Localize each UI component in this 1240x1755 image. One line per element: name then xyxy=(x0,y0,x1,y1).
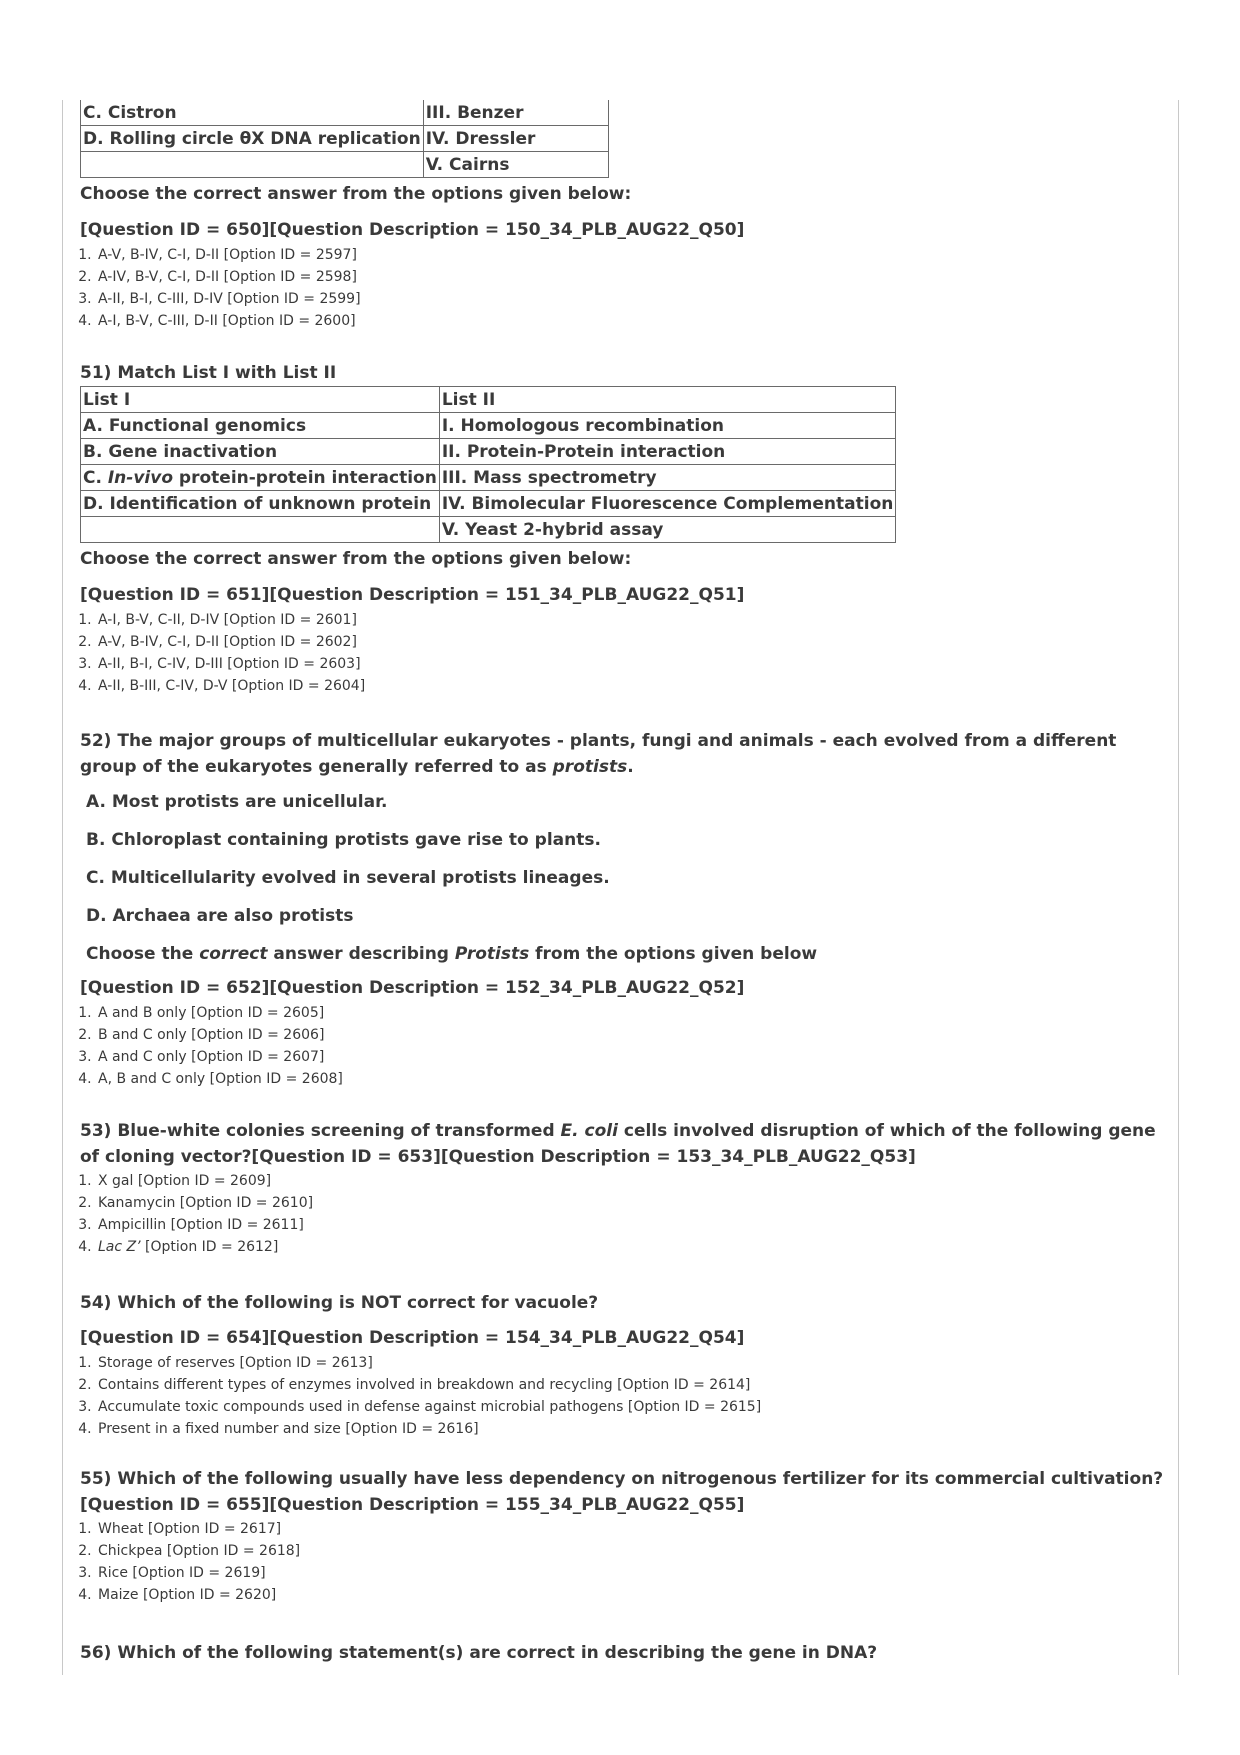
list-i-cell xyxy=(81,517,440,543)
option-item[interactable]: 3. A and C only [Option ID = 2607] xyxy=(96,1046,1170,1068)
option-item[interactable] xyxy=(96,1236,1170,1258)
options-list xyxy=(73,1352,1170,1440)
option-italic: Lac Z’ xyxy=(98,1239,141,1255)
list-i-cell xyxy=(81,465,440,491)
choose-instruction xyxy=(86,942,1170,966)
heading-italic: protists xyxy=(552,757,628,777)
table-row xyxy=(81,491,896,517)
list-i-cell: C. Cistron xyxy=(81,100,424,126)
question-54 xyxy=(80,1290,1170,1440)
match-table-q51 xyxy=(80,386,896,543)
list-i-cell: D. Rolling circle θX DNA replication xyxy=(81,126,424,152)
cell-text-italic: In-vivo xyxy=(107,467,174,488)
match-table-q50 xyxy=(80,100,609,178)
list-i-cell xyxy=(81,152,424,178)
list-i-cell: B. Gene inactivation xyxy=(81,439,440,465)
table-row xyxy=(81,517,896,543)
table-row xyxy=(81,100,609,126)
option-item[interactable]: 3. Accumulate toxic compounds used in defense against microbial pathogens [Option ID = 2615] xyxy=(96,1396,1170,1418)
option-item[interactable]: 1. A and B only [Option ID = 2605] xyxy=(96,1002,1170,1024)
list-ii-cell: III. Benzer xyxy=(423,100,608,126)
option-item[interactable]: 4. Maize [Option ID = 2620] xyxy=(96,1584,1170,1606)
question-id: [Question ID = 651][Question Description = 151_34_PLB_AUG22_Q51] xyxy=(80,585,745,605)
heading-text: cells involved disruption of which of the following gene of cloning vector?[Question ID = 653][Question Description = 153_34_PLB_AUG22_Q53] xyxy=(80,1121,1156,1167)
choose-italic: correct xyxy=(199,944,268,964)
table-row xyxy=(81,413,896,439)
option-item[interactable]: 1. A-V, B-IV, C-I, D-II [Option ID = 2597] xyxy=(96,244,1170,266)
question-53 xyxy=(80,1118,1170,1258)
option-item[interactable]: 4. Present in a fixed number and size [Option ID = 2616] xyxy=(96,1418,1170,1440)
option-item[interactable]: 2. A-V, B-IV, C-I, D-II [Option ID = 2602] xyxy=(96,631,1170,653)
page-border-left xyxy=(62,100,63,1675)
heading-text: . xyxy=(627,757,634,777)
table-row xyxy=(81,152,609,178)
option-item[interactable]: 2. B and C only [Option ID = 2606] xyxy=(96,1024,1170,1046)
question-id: [Question ID = 654][Question Description = 154_34_PLB_AUG22_Q54] xyxy=(80,1328,745,1348)
option-item[interactable]: 1. X gal [Option ID = 2609] xyxy=(96,1170,1170,1192)
option-item[interactable]: 3. A-II, B-I, C-IV, D-III [Option ID = 2603] xyxy=(96,653,1170,675)
heading-italic: E. coli xyxy=(560,1121,618,1141)
options-list xyxy=(73,1518,1170,1606)
statement-d: D. Archaea are also protists xyxy=(86,906,354,926)
choose-instruction: Choose the correct answer from the options given below: xyxy=(80,549,632,569)
question-52 xyxy=(80,728,1170,1090)
list-ii-cell: III. Mass spectrometry xyxy=(439,465,896,491)
list-i-cell: D. Identification of unknown protein xyxy=(81,491,440,517)
statement-a: A. Most protists are unicellular. xyxy=(86,792,388,812)
question-id: [Question ID = 652][Question Description = 152_34_PLB_AUG22_Q52] xyxy=(80,978,745,998)
option-item[interactable]: 2. A-IV, B-V, C-I, D-II [Option ID = 2598] xyxy=(96,266,1170,288)
question-51 xyxy=(80,360,1170,697)
question-50 xyxy=(80,100,1170,332)
option-text: [Option ID = 2612] xyxy=(140,1239,279,1255)
options-list xyxy=(73,609,1170,697)
list-ii-cell: IV. Bimolecular Fluorescence Complementation xyxy=(439,491,896,517)
cell-text: C. xyxy=(83,467,108,488)
list-ii-cell: II. Protein-Protein interaction xyxy=(439,439,896,465)
question-heading: 55) Which of the following usually have less dependency on nitrogenous fertilizer for its commercial cultivation?[Question ID = 655][Question Description = 155_34_PLB_AUG22_Q55] xyxy=(80,1469,1164,1515)
heading-text: 53) Blue-white colonies screening of transformed xyxy=(80,1121,561,1141)
question-56 xyxy=(80,1640,1170,1666)
table-row xyxy=(81,465,896,491)
choose-italic: Protists xyxy=(454,944,530,964)
option-item[interactable]: 2. Chickpea [Option ID = 2618] xyxy=(96,1540,1170,1562)
question-heading: 56) Which of the following statement(s) are correct in describing the gene in DNA? xyxy=(80,1643,878,1663)
table-row xyxy=(81,439,896,465)
options-list xyxy=(73,1170,1170,1258)
question-heading: 54) Which of the following is NOT correct for vacuole? xyxy=(80,1293,599,1313)
options-list xyxy=(73,1002,1170,1090)
statement-b: B. Chloroplast containing protists gave rise to plants. xyxy=(86,830,601,850)
question-55 xyxy=(80,1466,1170,1606)
list-ii-cell: IV. Dressler xyxy=(423,126,608,152)
option-item[interactable]: 3. Ampicillin [Option ID = 2611] xyxy=(96,1214,1170,1236)
choose-instruction: Choose the correct answer from the options given below: xyxy=(80,184,632,204)
table-row xyxy=(81,387,896,413)
list-i-header: List I xyxy=(81,387,440,413)
option-item[interactable]: 4. A, B and C only [Option ID = 2608] xyxy=(96,1068,1170,1090)
page-border-right xyxy=(1178,100,1179,1675)
list-ii-header: List II xyxy=(439,387,896,413)
options-list xyxy=(73,244,1170,332)
option-item[interactable]: 2. Kanamycin [Option ID = 2610] xyxy=(96,1192,1170,1214)
option-item[interactable]: 1. Storage of reserves [Option ID = 2613] xyxy=(96,1352,1170,1374)
option-item[interactable]: 3. A-II, B-I, C-III, D-IV [Option ID = 2599] xyxy=(96,288,1170,310)
choose-text: answer describing xyxy=(267,944,455,964)
option-item[interactable]: 1. A-I, B-V, C-II, D-IV [Option ID = 2601] xyxy=(96,609,1170,631)
option-item[interactable]: 4. A-I, B-V, C-III, D-II [Option ID = 2600] xyxy=(96,310,1170,332)
statement-c: C. Multicellularity evolved in several protists lineages. xyxy=(86,868,610,888)
table-row xyxy=(81,126,609,152)
option-item[interactable]: 2. Contains different types of enzymes involved in breakdown and recycling [Option ID = 2614] xyxy=(96,1374,1170,1396)
question-id: [Question ID = 650][Question Description = 150_34_PLB_AUG22_Q50] xyxy=(80,220,745,240)
question-heading xyxy=(80,1118,1170,1170)
list-ii-cell: I. Homologous recombination xyxy=(439,413,896,439)
option-item[interactable]: 1. Wheat [Option ID = 2617] xyxy=(96,1518,1170,1540)
choose-text: Choose the xyxy=(86,944,200,964)
question-heading xyxy=(80,728,1170,780)
option-item[interactable]: 3. Rice [Option ID = 2619] xyxy=(96,1562,1170,1584)
list-ii-cell: V. Yeast 2-hybrid assay xyxy=(439,517,896,543)
list-i-cell: A. Functional genomics xyxy=(81,413,440,439)
list-ii-cell: V. Cairns xyxy=(423,152,608,178)
question-heading: 51) Match List I with List II xyxy=(80,363,337,383)
heading-text: 52) The major groups of multicellular eukaryotes - plants, fungi and animals - each evolved from a different group of the eukaryotes generally referred to as xyxy=(80,731,1117,777)
option-item[interactable]: 4. A-II, B-III, C-IV, D-V [Option ID = 2604] xyxy=(96,675,1170,697)
cell-text: protein-protein interaction xyxy=(173,467,437,488)
choose-text: from the options given below xyxy=(529,944,818,964)
